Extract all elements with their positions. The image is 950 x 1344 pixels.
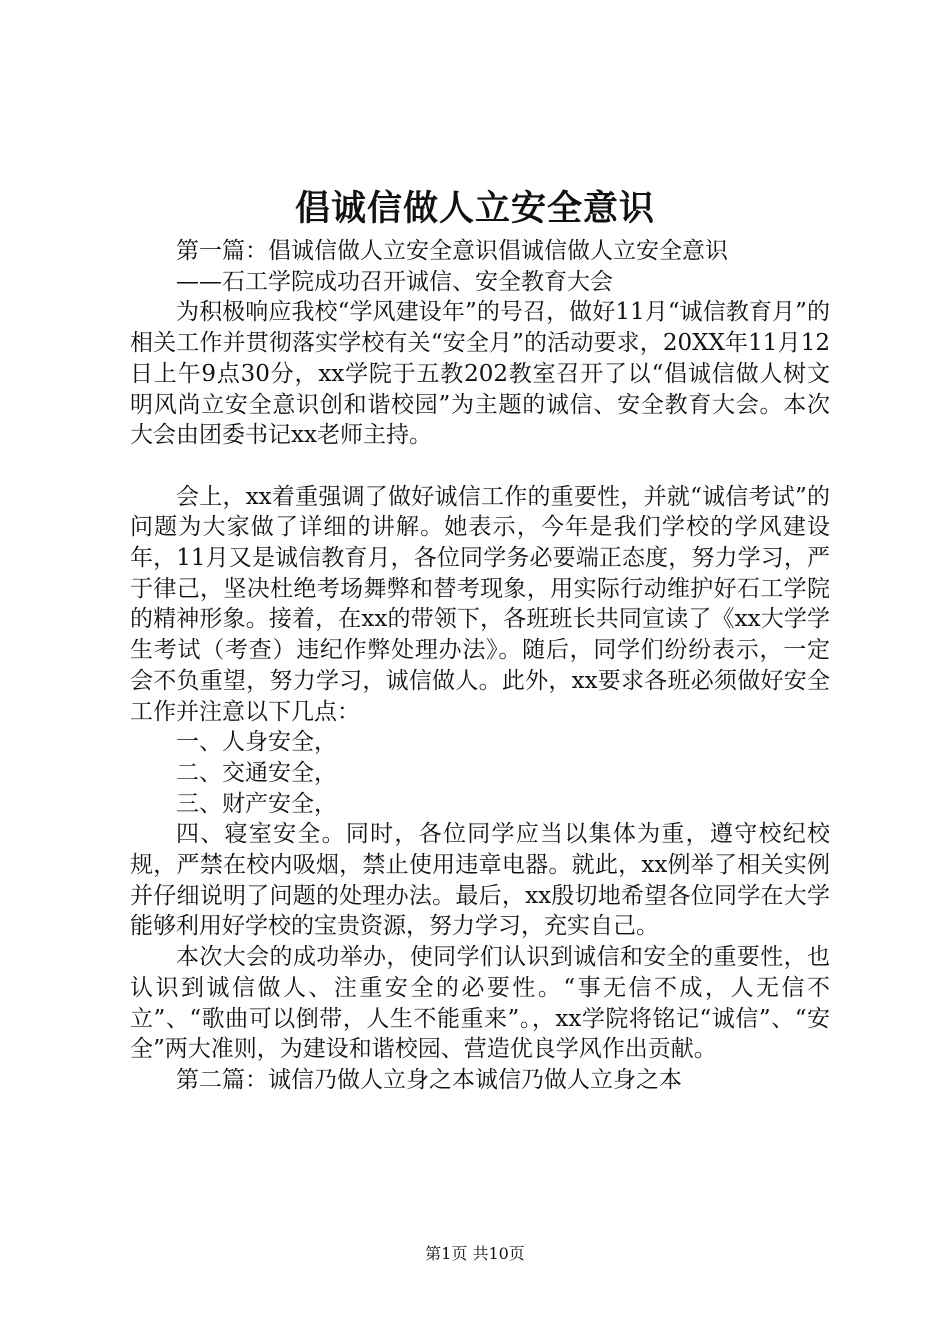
subtitle-line: ——石工学院成功召开诚信、安全教育大会 [176, 268, 613, 295]
paragraph-spacer [130, 451, 830, 482]
list-item: 三、财产安全， [176, 790, 337, 817]
list-item: 一、人身安全， [176, 729, 337, 756]
paragraph: 为积极响应我校“学风建设年”的号召，做好11月“诚信教育月”的相关工作并贯彻落实学校有关“安全月”的活动要求，20XX年11月12日上午9点30分，xx学院于五教202教室召开了以“倡诚信做人树文明风尚立安全意识创和谐校园”为主题的诚信、安全教育大会。本次大会由团委书记xx老师主持。 [130, 299, 830, 449]
section-heading: 第二篇：诚信乃做人立身之本诚信乃做人立身之本 [176, 1066, 682, 1093]
list-item: 二、交通安全， [176, 759, 337, 786]
paragraph: 四、寝室安全。同时，各位同学应当以集体为重，遵守校纪校规，严禁在校内吸烟，禁止使用违章电器。就此，xx例举了相关实例并仔细说明了问题的处理办法。最后，xx殷切地希望各位同学在大学能够利用好学校的宝贵资源，努力学习，充实自己。 [130, 821, 830, 940]
section-heading: 第一篇：倡诚信做人立安全意识倡诚信做人立安全意识 [176, 238, 728, 264]
paragraph: 会上，xx着重强调了做好诚信工作的重要性，并就“诚信考试”的问题为大家做了详细的讲解。她表示，今年是我们学校的学风建设年，11月又是诚信教育月，各位同学务必要端正态度，努力学习，严于律己，坚决杜绝考场舞弊和替考现象，用实际行动维护好石工学院的精神形象。接着，在xx的带领下，各班班长共同宣读了《xx大学学生考试（考查）违纪作弊处理办法》。随后，同学们纷纷表示，一定会不负重望，努力学习，诚信做人。此外，xx要求各班必须做好安全工作并注意以下几点： [130, 483, 830, 725]
page-footer: 第1页 共10页 [425, 1244, 525, 1263]
document-title: 倡诚信做人立安全意识 [294, 188, 655, 229]
paragraph: 本次大会的成功举办，使同学们认识到诚信和安全的重要性，也认识到诚信做人、注重安全的必要性。“事无信不成，人无信不立”、“歌曲可以倒带，人生不能重来”。，xx学院将铭记“诚信”、“安全”两大准则，为建设和谐校园、营造优良学风作出贡献。 [130, 944, 830, 1063]
document-body [130, 236, 830, 1096]
